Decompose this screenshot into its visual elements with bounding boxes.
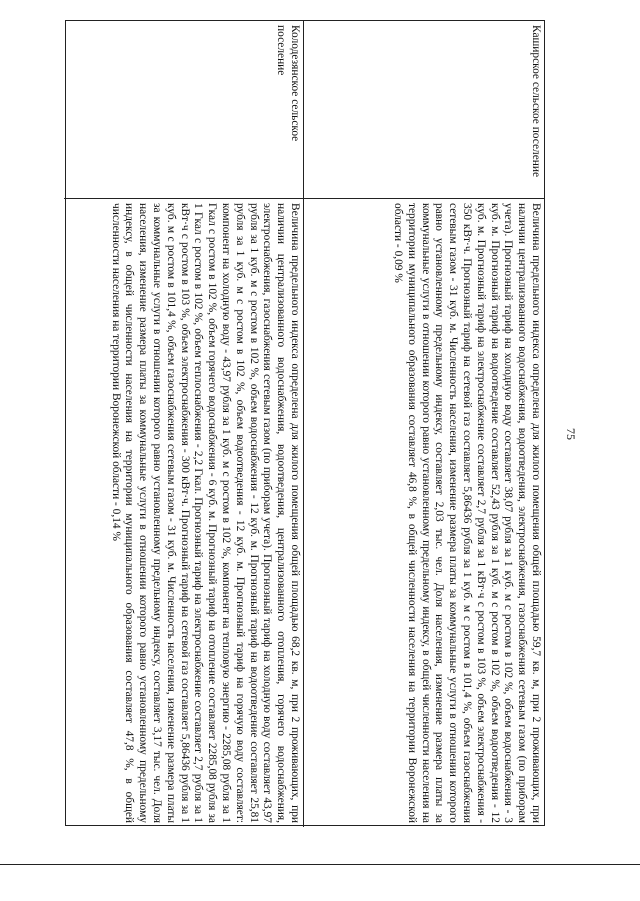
indices-table <box>65 20 545 826</box>
bottom-divider <box>0 864 640 865</box>
index-description-cell: Величина предельного индекса определена для жилого помещения общей площадью 59,7 кв. м, при 2 проживающих, при наличии централизованного водоснабжения, водоотведения, электроснабжения, газоснабжения сетевым газом (по приборам учета). Прогнозный тариф на холодную воду составляет 38,07 рубля за 1 куб. м с ростом в 102 %, объем водоснабжения - 3 куб. м. Прогнозный тариф на водоотведение составляет 52,43 рубля за 1 куб. м с ростом в 102 %, объем водоотведения - 12 куб. м. Прогнозный тариф на электроснабжение составляет 2,7 рубля за 1 кВт·ч с ростом в 103 %, объем электроснабжения - 350 кВт·ч. Прогнозный тариф на сетевой газ составляет 5,86436 рубля за 1 куб. м с ростом в 101,4 %, объем газоснабжения сетевым газом - 31 куб. м. Численность населения, изменение размера платы за коммунальные услуги в отношении которого равно установленному предельному индексу, составляет 2,03 тыс. чел. Доля населения, изменение размера платы за коммунальные услуги в отношении которого равно установленному предельному индексу, в общей численности населения на территории муниципального образования составляет 46,8 %, в общей численности населения на территории Воронежской области - 0,09 % <box>392 203 542 823</box>
index-description-cell: Величина предельного индекса определена для жилого помещения общей площадью 68,2 кв. м, при 2 проживающих, при наличии централизованного водоснабжения, водоотведения, централизованного отопления, горячего водоснабжения, электроснабжения, газоснабжения сетевым газом (по приборам учета). Прогнозный тариф на холодную воду составляет 43,97 рубля за 1 куб. м с ростом в 102 %, объем водоснабжения - 12 куб. м. Прогнозный тариф на водоотведение составляет 25,81 рубля за 1 куб. м с ростом в 102 %, объем водоотведения - 12 куб. м. Прогнозный тариф на горячую воду составляет: компонент на холодную воду - 43,97 рубля за 1 куб. м с ростом в 102 %, компонент на тепловую энергию - 2285,08 рубля за 1 Гкал с ростом в 102 %, объем горячего водоснабжения - 6 куб. м. Прогнозный тариф на отопление составляет 2285,08 рубля за 1 Гкал с ростом в 102 %, объем теплоснабжения - 2,2 Гкал. Прогнозный тариф на электроснабжение составляет 2,7 рубля за 1 кВт·ч с ростом в 103 %, объем электроснабжения - 300 кВт·ч. Прогнозный тариф на сетевой газ составляет 5,86436 рубля за 1 куб. м с ростом в 101,4 %, объем газоснабжения сетевым газом - 31 куб. м. Численность населения, изменение размера платы за коммунальные услуги в отношении которого равно установленному предельному индексу, составляет 3,17 тыс. чел. Доля населения, изменение размера платы за коммунальные услуги в отношении которого равно установленному предельному индексу, в общей численности населения на территории муниципального образования составляет 47,8 %, в общей численности населения на территории Воронежской области - 0,14 % <box>64 199 304 827</box>
municipality-name-cell: Каширское сельское поселение <box>304 21 544 199</box>
municipality-name-cell: Колодезянское сельское поселение <box>64 21 304 199</box>
page-number: 75 <box>564 428 578 440</box>
